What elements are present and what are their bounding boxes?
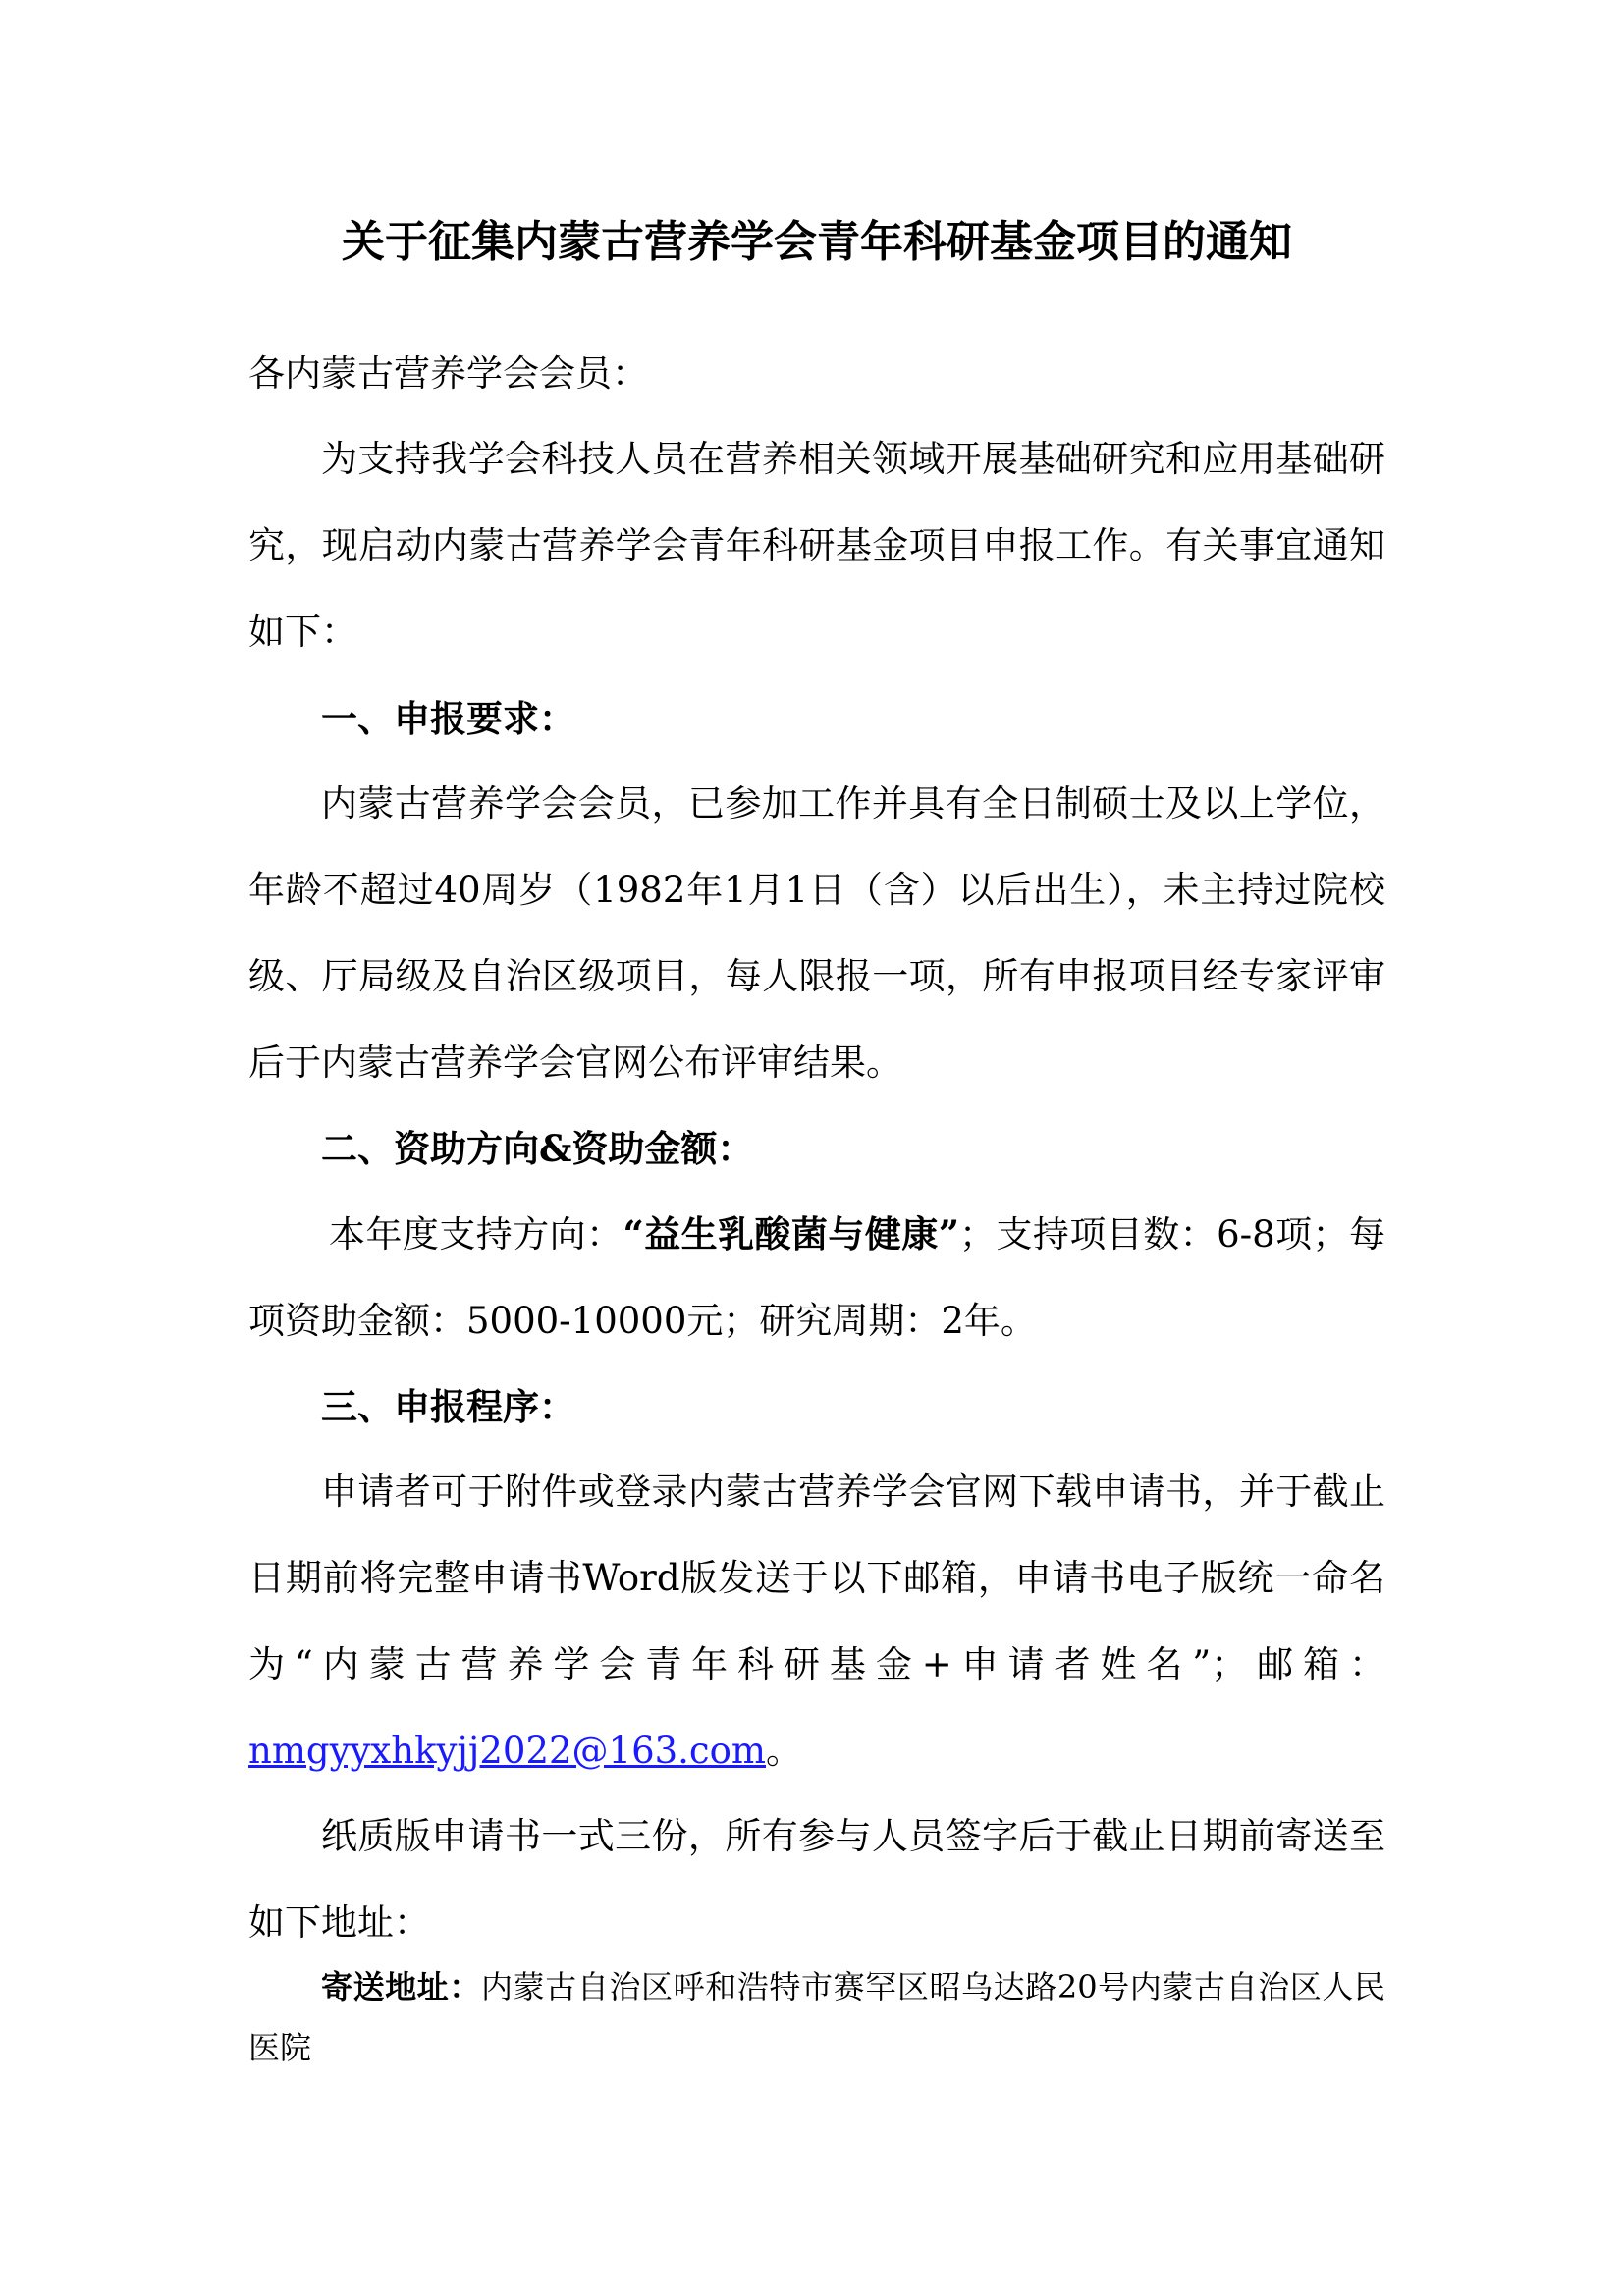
- support-direction: “益生乳酸菌与健康”: [623, 1212, 960, 1255]
- email-period: 。: [766, 1730, 802, 1772]
- salutation: 各内蒙古营养学会会员：: [248, 352, 648, 395]
- address-label: 寄送地址：: [321, 1968, 482, 2005]
- mailing-address: [248, 1956, 1385, 2078]
- address-text: 内蒙古自治区呼和浩特市赛罕区昭乌达路20号内蒙古自治区人民医院: [248, 1968, 1385, 2066]
- section-1-text: 内蒙古营养学会会员，已参加工作并具有全日制硕士及以上学位，年龄不超过40周岁（1982年1月1日（含）以后出生），未主持过院校级、厅局级及自治区级项目，每人限报一项，所有申报项目经专家评审后于内蒙古营养学会官网公布评审结果。: [248, 782, 1385, 1084]
- section-3-heading: 三、申报程序：: [321, 1385, 575, 1428]
- intro-paragraph: 为支持我学会科技人员在营养相关领域开展基础研究和应用基础研究，现启动内蒙古营养学会青年科研基金项目申报工作。有关事宜通知如下：: [248, 438, 1385, 653]
- paper-copy-text: 纸质版申请书一式三份，所有参与人员签字后于截止日期前寄送至如下地址：: [248, 1815, 1385, 1944]
- section-3-text: [248, 1449, 1385, 1794]
- section-2-text: [248, 1191, 1385, 1364]
- procedure-text: 申请者可于附件或登录内蒙古营养学会官网下载申请书，并于截止日期前将完整申请书Word版发送于以下邮箱，申请书电子版统一命名为“内蒙古营养学会青年科研基金+申请者姓名”；邮箱：: [248, 1470, 1385, 1685]
- page-title: 关于征集内蒙古营养学会青年科研基金项目的通知: [342, 217, 1292, 267]
- section-1-heading: 一、申报要求：: [321, 697, 575, 740]
- support-direction-label: 本年度支持方向：: [329, 1213, 623, 1255]
- email-link[interactable]: nmgyyxhkyjj2022@163.com: [248, 1730, 766, 1772]
- support-details: ；支持项目数：6-8项；每项资助金额：5000-10000元；研究周期：2年。: [248, 1213, 1385, 1342]
- section-2-heading: 二、资助方向&资助金额：: [321, 1127, 754, 1170]
